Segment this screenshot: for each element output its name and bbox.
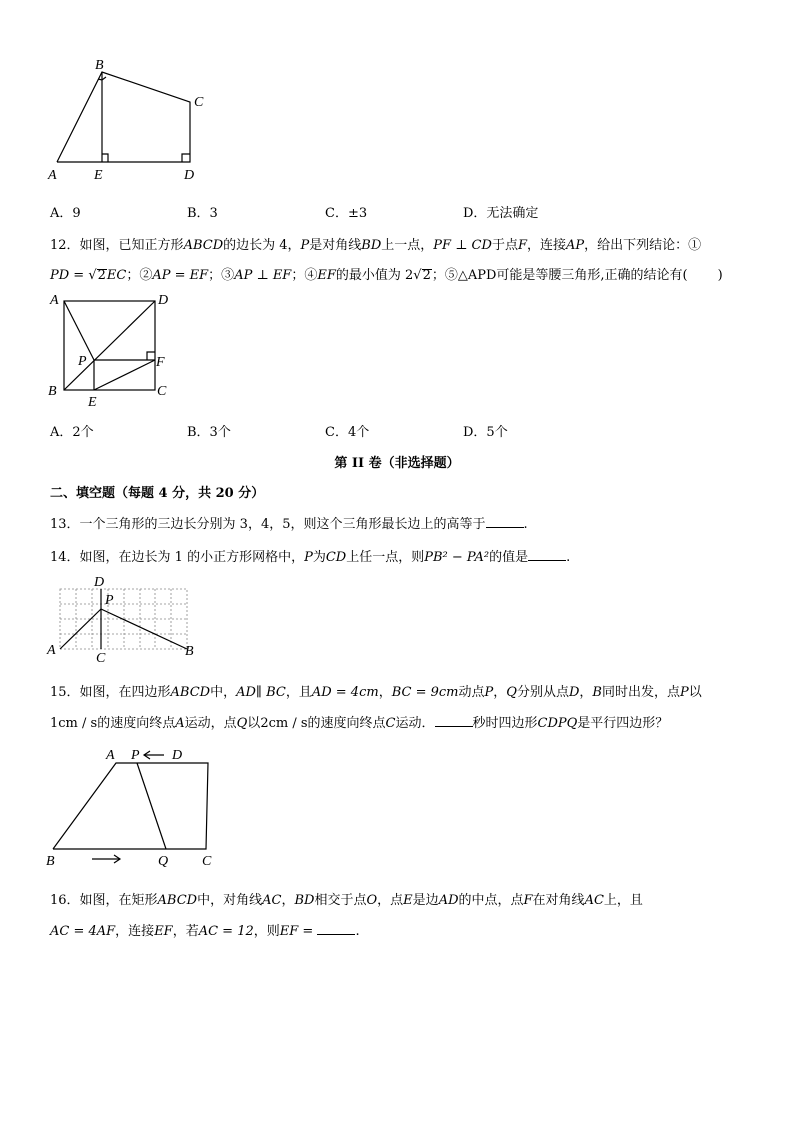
section2-heading: 二、填空题（每题 4 分，共 20 分）	[50, 486, 265, 501]
q11-label-b: B	[95, 58, 104, 73]
q14-label-c: C	[96, 651, 106, 666]
q12-line1: 12．如图，已知正方形ABCD的边长为 4，P是对角线BD上一点，PF ⊥ CD于点F，连接AP，给出下列结论：①	[50, 238, 702, 253]
q15-label-b: B	[46, 854, 55, 869]
q12-label-e: E	[88, 395, 97, 410]
q13-text: 13．一个三角形的三边长分别为 3，4，5，则这个三角形最长边上的高等于 .	[50, 517, 528, 532]
section-title: 第 II 卷（非选择题）	[334, 456, 460, 471]
q15-label-c: C	[202, 854, 212, 869]
q11-label-c: C	[194, 95, 204, 110]
q15-label-d: D	[172, 748, 183, 763]
q14-label-d: D	[94, 575, 105, 590]
q14-answer-blank[interactable]	[528, 548, 566, 561]
q15-label-p: P	[131, 748, 140, 763]
q14-text: 14．如图，在边长为 1 的小正方形网格中，P为CD上任一点，则PB² − PA²的值是 .	[50, 550, 571, 565]
q12-label-a: A	[50, 293, 59, 308]
q16-answer-blank[interactable]	[317, 922, 355, 935]
q11-label-a: A	[48, 168, 57, 183]
q12-option-d[interactable]: D．5个	[463, 425, 508, 440]
q16-line2: AC = 4AF，连接EF，若AC = 12，则EF = .	[50, 924, 360, 939]
q12-label-d: D	[158, 293, 169, 308]
q15-line1: 15．如图，在四边形ABCD中，AD∥ BC，且AD = 4cm，BC = 9cm动点P，Q分别从点D，B同时出发，点P以	[50, 685, 702, 700]
q15-answer-blank[interactable]	[435, 714, 473, 727]
q16-line1: 16．如图，在矩形ABCD中，对角线AC，BD相交于点O，点E是边AD的中点，点F在对角线AC上，且	[50, 893, 643, 908]
q14-label-p: P	[105, 593, 114, 608]
q14-label-a: A	[47, 643, 56, 658]
q12-label-p: P	[78, 354, 87, 369]
q12-label-f: F	[156, 355, 165, 370]
q11-option-d[interactable]: D．无法确定	[463, 206, 539, 221]
q11-label-e: E	[94, 168, 103, 183]
q15-label-a: A	[106, 748, 115, 763]
q11-figure	[40, 55, 210, 185]
q11-option-c[interactable]: C．±3	[325, 206, 368, 221]
q15-figure	[40, 742, 230, 872]
q12-line2: PD = √2EC；②AP = EF；③AP ⊥ EF；④EF的最小值为 2√2；⑤△APD可能是等腰三角形,正确的结论有( )	[50, 268, 723, 283]
q14-figure	[45, 575, 205, 667]
q12-option-c[interactable]: C．4个	[325, 425, 370, 440]
q12-option-b[interactable]: B．3个	[187, 425, 231, 440]
q12-option-a[interactable]: A．2个	[50, 425, 94, 440]
q11-label-d: D	[184, 168, 195, 183]
q11-option-a[interactable]: A．9	[50, 206, 81, 221]
q15-label-q: Q	[158, 854, 169, 869]
q12-figure	[40, 288, 190, 413]
q15-line2: 1cm / s的速度向终点A运动，点Q以2cm / s的速度向终点C运动． 秒时四边形CDPQ是平行四边形？	[50, 716, 669, 731]
q11-option-b[interactable]: B．3	[187, 206, 218, 221]
q14-label-b: B	[185, 644, 194, 659]
q13-answer-blank[interactable]	[486, 515, 524, 528]
q12-label-b: B	[48, 384, 57, 399]
q12-label-c: C	[157, 384, 167, 399]
